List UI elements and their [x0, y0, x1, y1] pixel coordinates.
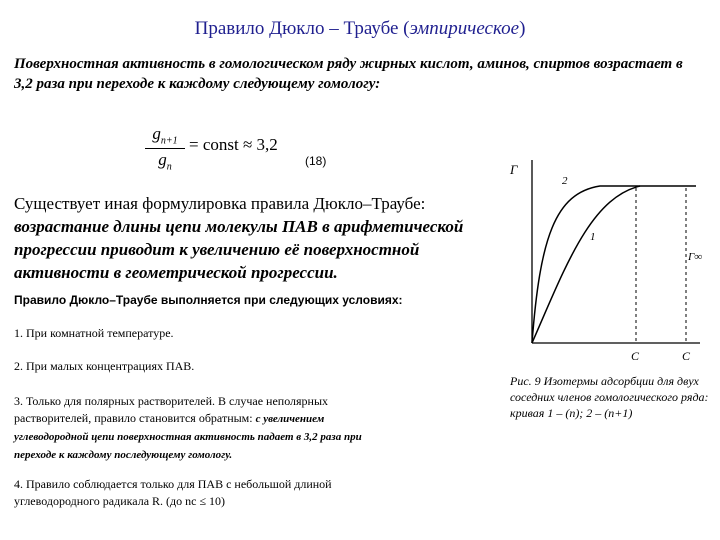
conditions-heading: Правило Дюкло–Траубе выполняется при следующих условиях: [14, 293, 403, 307]
formula-rhs: = const ≈ 3,2 [189, 135, 278, 154]
curve-1-label: 1 [590, 231, 596, 243]
x-axis-label: C [682, 349, 691, 363]
x-mark-label: C [631, 349, 640, 363]
condition-2: 2. При малых концентрациях ПАВ. [14, 359, 195, 373]
y-axis-label: Г [510, 162, 518, 177]
rule-statement: Поверхностная активность в гомологическом ряду жирных кислот, аминов, спиртов возрастает в 3,2 раза при переходе к каждому следующему гомологу: [14, 56, 683, 92]
formula-numerator: $g_{n+1}$ [152, 124, 178, 147]
curve-2 [532, 186, 696, 343]
title-end: ) [519, 18, 526, 39]
page-title [0, 18, 720, 40]
gamma-inf-label: Г∞ [688, 251, 703, 263]
figure-caption: Рис. 9 Изотермы адсорбции для двух соседних членов гомологического ряда: кривая 1 – (n); 2 – (n+1) [510, 374, 709, 420]
condition-3-bold: с увеличением углеводородной цепи поверхностная активность падает в 3,2 раза при переходе к каждому последующему гомологу. [14, 413, 362, 461]
equation-number: (18) [305, 154, 327, 168]
adsorption-isotherm-figure [500, 148, 710, 370]
formula-denominator: $g_n$ [158, 150, 172, 173]
condition-1: 1. При комнатной температуре. [14, 326, 174, 340]
curve-1 [532, 186, 640, 343]
fraction-bar [145, 148, 185, 149]
condition-3 [14, 393, 399, 464]
alt-bold: возрастание длины цепи молекулы ПАВ в арифметической прогрессии приводит к увеличению её поверхностной активности в геометрической прогрессии. [14, 217, 464, 282]
condition-3-plain: 3. Только для полярных растворителей. В случае неполярных растворителей, правило становится обратным: [14, 394, 329, 425]
alt-intro: Существует иная формулировка правила Дюкло–Траубе: [14, 194, 426, 213]
title-main: Правило Дюкло – Траубе ( [194, 18, 410, 39]
curve-2-label: 2 [562, 175, 568, 187]
title-italic: эмпирическое [409, 18, 520, 39]
condition-4: 4. Правило соблюдается только для ПАВ с небольшой длиной углеводородного радикала R. (до nc ≤ 10) [14, 477, 332, 508]
alternative-formulation [14, 192, 494, 284]
